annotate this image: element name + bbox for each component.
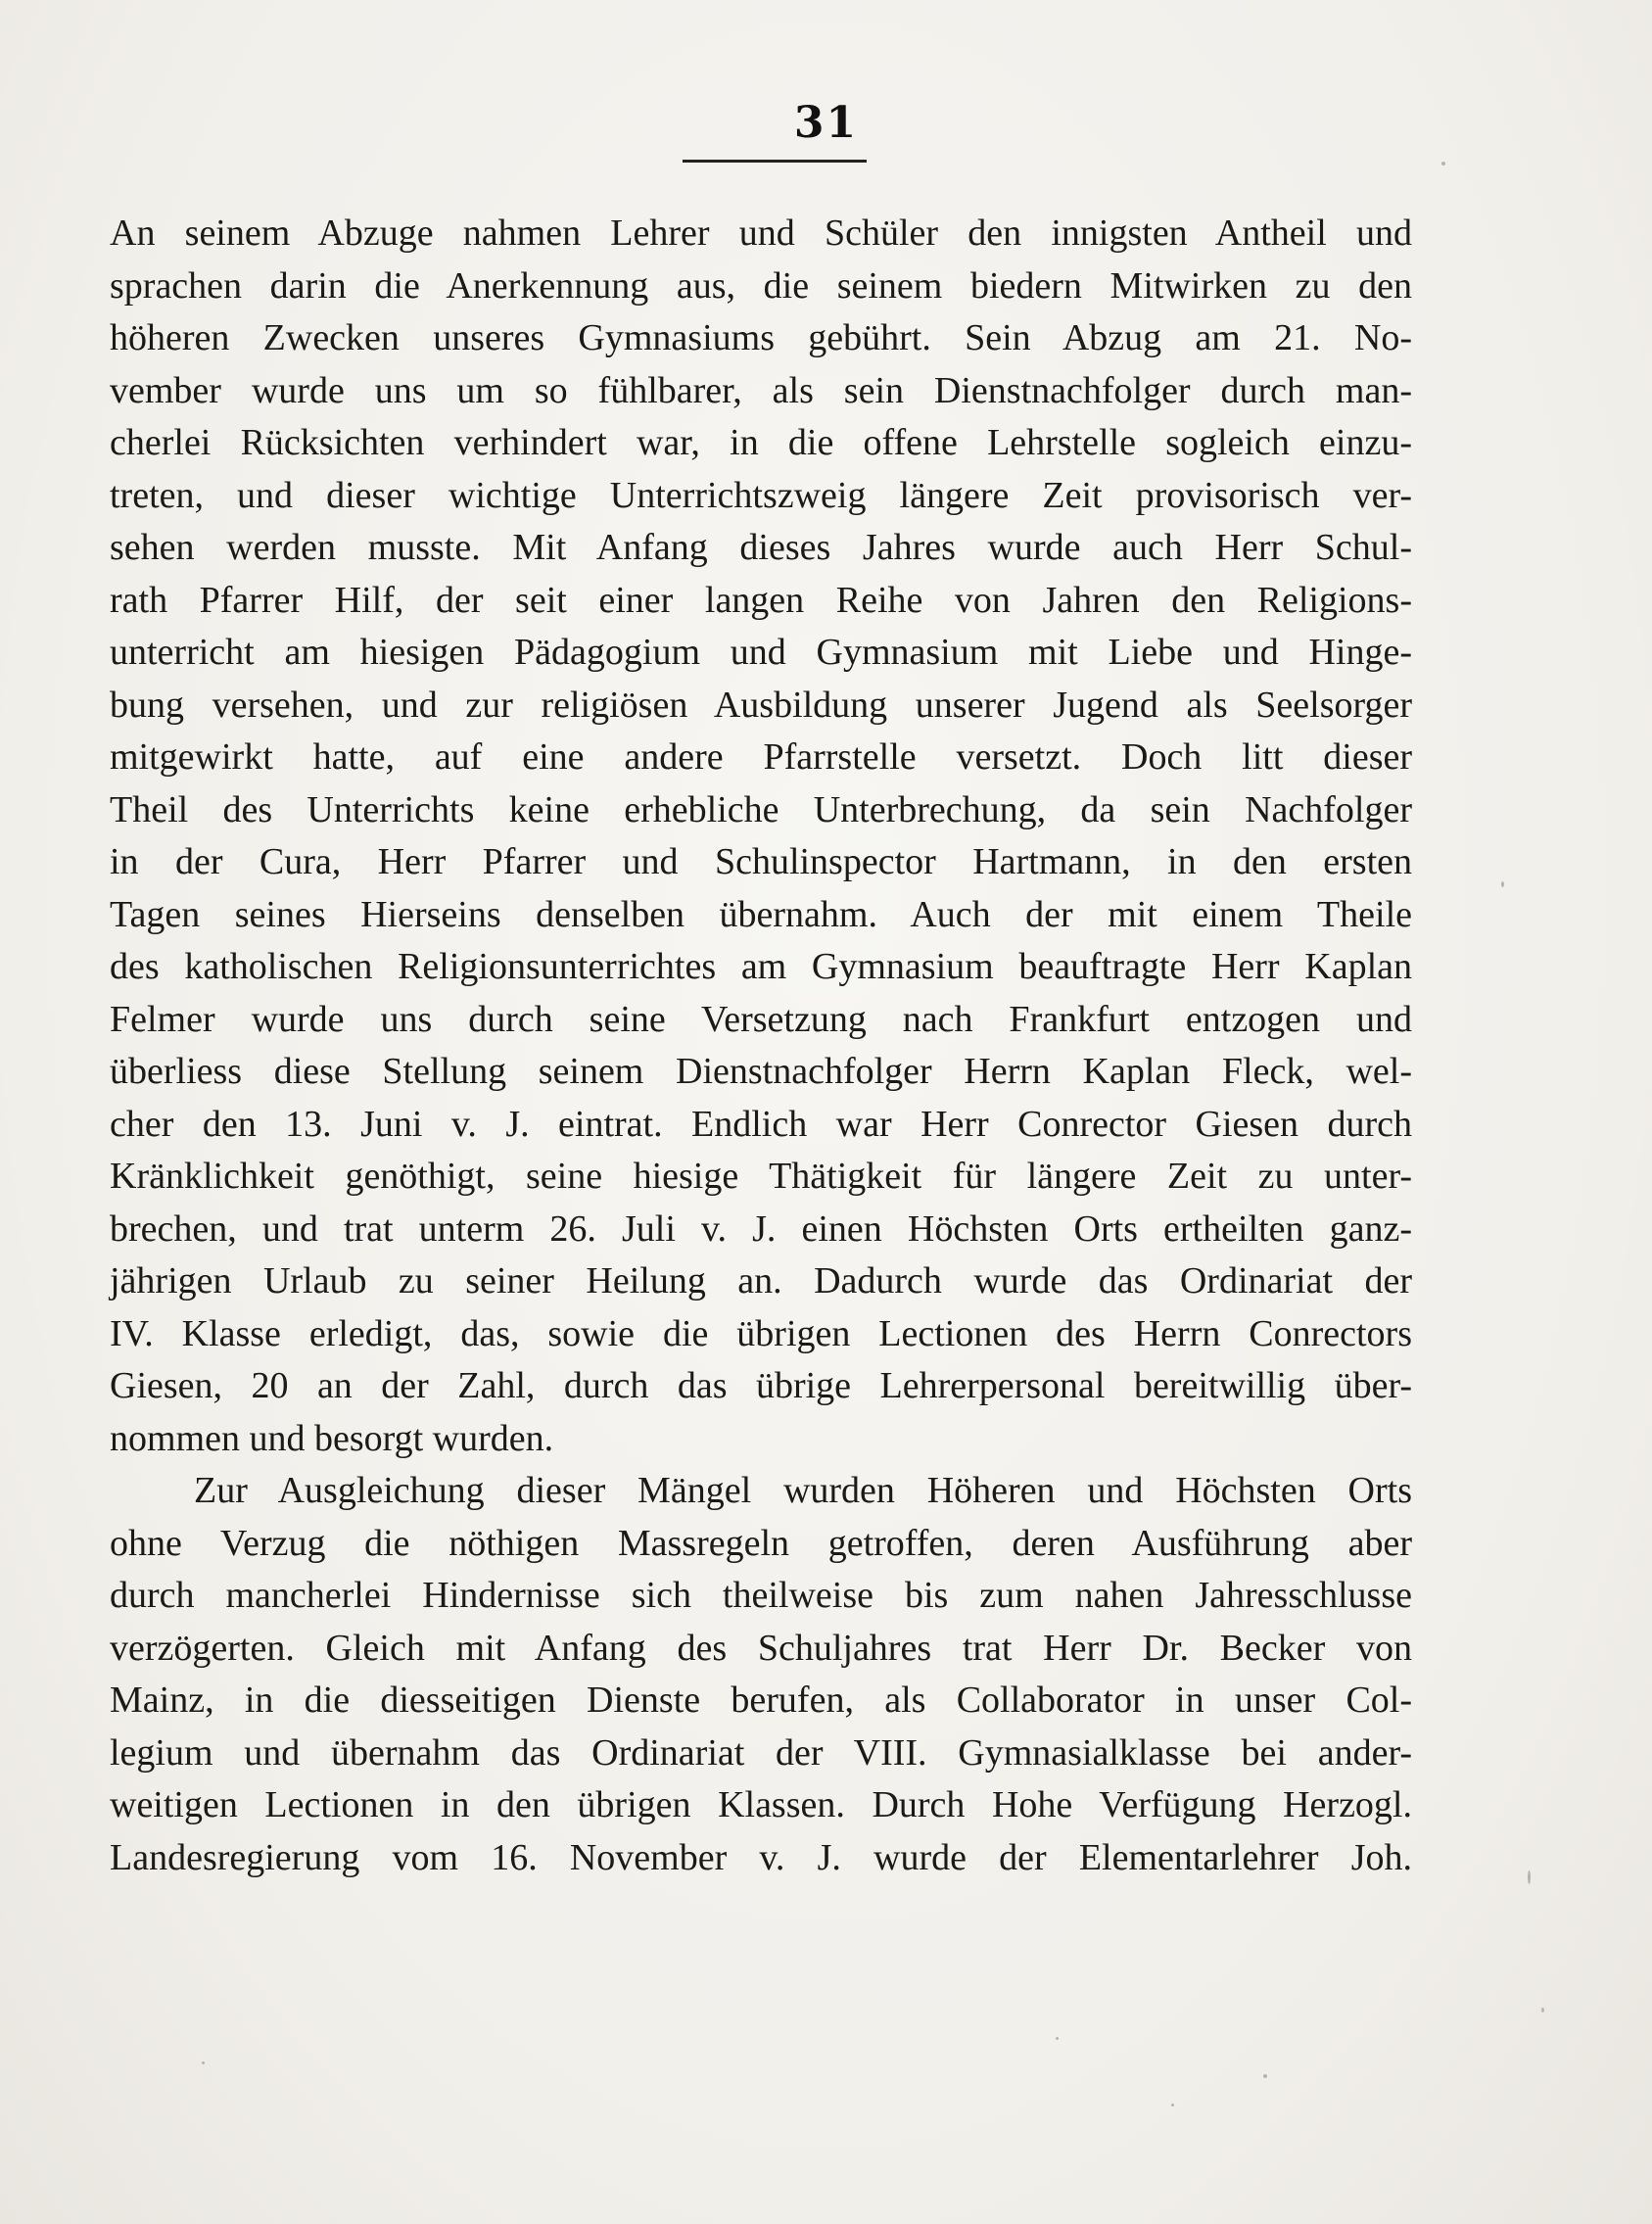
text-line: cherlei Rücksichten verhindert war, in die offene Lehrstelle sogleich einzu- — [110, 422, 1412, 463]
text-line: mitgewirkt hatte, auf eine andere Pfarrstelle versetzt. Doch litt dieser — [110, 736, 1412, 778]
text-line: brechen, und trat unterm 26. Juli v. J. einen Höchsten Orts ertheilten ganz- — [110, 1207, 1412, 1250]
text-line: in der Cura, Herr Pfarrer und Schulinspector Hartmann, in den ersten — [110, 841, 1412, 882]
text-line: durch mancherlei Hindernisse sich theilweise bis zum nahen Jahresschlusse — [110, 1575, 1412, 1616]
paper-speck — [202, 2061, 205, 2064]
text-line: vember wurde uns um so fühlbarer, als sein Dienstnachfolger durch man- — [110, 369, 1412, 411]
text-line: rath Pfarrer Hilf, der seit einer langen Reihe von Jahren den Religions- — [110, 579, 1412, 621]
text-line: jährigen Urlaub zu seiner Heilung an. Dadurch wurde das Ordinariat der — [110, 1260, 1412, 1301]
paper-speck — [1056, 2037, 1059, 2040]
text-line: höheren Zwecken unseres Gymnasiums gebührt. Sein Abzug am 21. No- — [110, 317, 1412, 358]
text-line: sprachen darin die Anerkennung aus, die seinem biedern Mitwirken zu den — [110, 264, 1412, 307]
paper-speck — [1441, 162, 1445, 166]
text-line: Landesregierung vom 16. November v. J. wurde der Elementarlehrer Joh. — [110, 1836, 1412, 1878]
text-line: Felmer wurde uns durch seine Versetzung nach Frankfurt entzogen und — [110, 998, 1412, 1040]
text-line: überliess diese Stellung seinem Dienstnachfolger Herrn Kaplan Fleck, wel- — [110, 1051, 1412, 1092]
paragraph-start-line: Zur Ausgleichung dieser Mängel wurden Höheren und Höchsten Orts — [194, 1470, 1412, 1511]
text-line: Kränklichkeit genöthigt, seine hiesige Thätigkeit für längere Zeit zu unter- — [110, 1156, 1412, 1197]
text-line: ohne Verzug die nöthigen Massregeln getroffen, deren Ausführung aber — [110, 1522, 1412, 1564]
body-text — [110, 208, 1412, 1884]
text-line: cher den 13. Juni v. J. eintrat. Endlich war Herr Conrector Giesen durch — [110, 1103, 1412, 1145]
text-line: An seinem Abzuge nahmen Lehrer und Schüler den innigsten Antheil und — [110, 213, 1412, 254]
paragraph-end-line: nommen und besorgt wurden. — [110, 1417, 554, 1459]
text-line: weitigen Lectionen in den übrigen Klassen. Durch Hohe Verfügung Herzogl. — [110, 1784, 1412, 1825]
text-line: des katholischen Religionsunterrichtes am Gymnasium beauftragte Herr Kaplan — [110, 946, 1412, 987]
text-line: Giesen, 20 an der Zahl, durch das übrige Lehrerpersonal bereitwillig über- — [110, 1365, 1412, 1406]
paper-speck — [1541, 2008, 1544, 2012]
text-line: treten, und dieser wichtige Unterrichtszweig längere Zeit provisorisch ver- — [110, 474, 1412, 516]
paper-speck — [1263, 2074, 1267, 2078]
header-rule — [683, 160, 867, 163]
paper-speck — [1528, 1870, 1531, 1884]
text-line: unterricht am hiesigen Pädagogium und Gymnasium mit Liebe und Hinge- — [110, 632, 1412, 673]
page-number: 31 — [793, 98, 859, 148]
text-line: Mainz, in die diesseitigen Dienste berufen, als Collaborator in unser Col- — [110, 1680, 1412, 1721]
text-line: legium und übernahm das Ordinariat der VIII. Gymnasialklasse bei ander- — [110, 1731, 1412, 1774]
paper-speck — [1501, 881, 1504, 887]
text-line: Theil des Unterrichts keine erhebliche Unterbrechung, da sein Nachfolger — [110, 788, 1412, 830]
text-line: verzögerten. Gleich mit Anfang des Schuljahres trat Herr Dr. Becker von — [110, 1627, 1412, 1669]
text-line: sehen werden musste. Mit Anfang dieses Jahres wurde auch Herr Schul- — [110, 527, 1412, 568]
paper-speck — [1171, 2104, 1174, 2106]
text-line: IV. Klasse erledigt, das, sowie die übrigen Lectionen des Herrn Conrectors — [110, 1312, 1412, 1354]
text-line: Tagen seines Hierseins denselben übernahm. Auch der mit einem Theile — [110, 893, 1412, 935]
text-line: bung versehen, und zur religiösen Ausbildung unserer Jugend als Seelsorger — [110, 684, 1412, 726]
